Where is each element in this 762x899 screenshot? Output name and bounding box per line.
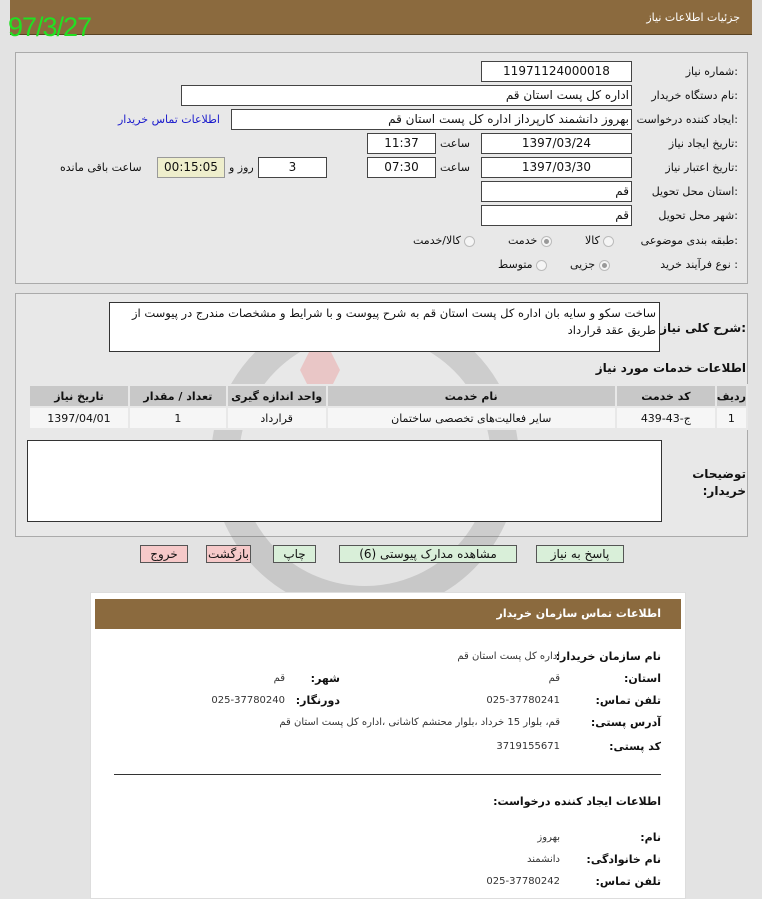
col-qty: تعداد / مقدار [129, 385, 227, 407]
cell-row: 1 [716, 407, 747, 429]
col-date: تاریخ نیاز [29, 385, 129, 407]
created-label: تاریخ ایجاد نیاز: [668, 137, 738, 150]
col-code: کد خدمت [616, 385, 716, 407]
category-label: طبقه بندی موضوعی: [640, 234, 738, 247]
family-value: دانشمند [527, 854, 560, 865]
description-label: شرح کلی نیاز: [660, 321, 746, 335]
radio-selected-icon[interactable] [541, 236, 552, 247]
days-field: 3 [258, 157, 327, 178]
city-field: قم [481, 205, 632, 226]
city-value: قم [273, 673, 285, 684]
fax-label: دورنگار: [295, 694, 340, 707]
fax-value: 025-37780240 [211, 695, 285, 706]
buyer-notes-textarea[interactable] [27, 440, 662, 522]
valid-label: تاریخ اعتبار نیاز: [665, 161, 738, 174]
province-value: قم [548, 673, 560, 684]
radio-icon[interactable] [536, 260, 547, 271]
remaining-time-field: 00:15:05 [157, 157, 225, 178]
need-number-field: 1197112400001‌8 [481, 61, 632, 82]
creator-field: بهروز دانشمند کارپرداز اداره کل پست استان قم [231, 109, 632, 130]
creator-label: ایجاد کننده درخواست: [636, 113, 738, 126]
valid-time-label: ساعت [440, 161, 470, 174]
address-label: آدرس پستی: [590, 716, 661, 729]
creator-section-title: اطلاعات ایجاد کننده درخواست: [493, 795, 661, 808]
col-name: نام خدمت [327, 385, 616, 407]
phone-label: تلفن تماس: [595, 694, 661, 707]
description-textarea[interactable]: ساخت سکو و سایه بان اداره کل پست استان قم به شرح پیوست و با شرایط و مشخصات مندرج در پیوست از طریق عقد قرارداد [109, 302, 660, 352]
city-label: شهر محل تحویل: [658, 209, 738, 222]
province-label: استان محل تحویل: [651, 185, 738, 198]
services-table [28, 384, 748, 430]
name-label: نام: [640, 831, 661, 844]
services-title: اطلاعات خدمات مورد نیاز [595, 361, 746, 375]
creator-phone-value: 025-37780242 [486, 876, 560, 887]
postal-value: 3719155671 [496, 741, 560, 752]
remaining-label: ساعت باقی مانده [60, 161, 142, 174]
table-row [29, 407, 747, 429]
divider [114, 774, 661, 775]
cell-name: سایر فعالیت‌های تخصصی ساختمان [327, 407, 616, 429]
radio-icon[interactable] [464, 236, 475, 247]
creator-phone-label: تلفن تماس: [595, 875, 661, 888]
cell-unit: قرارداد [227, 407, 327, 429]
cell-date: 1397/04/01 [29, 407, 129, 429]
contact-card-title: اطلاعات تماس سازمان خریدار [95, 599, 681, 629]
org-label: نام سازمان خریدار: [555, 650, 661, 663]
page-header [10, 0, 752, 35]
col-row: ردیف [716, 385, 747, 407]
exit-button[interactable]: خروج [140, 545, 188, 563]
buyer-org-label: نام دستگاه خریدار: [651, 89, 738, 102]
buyer-org-field: اداره کل پست استان قم [181, 85, 632, 106]
page-title: جزئیات اطلاعات نیاز [646, 11, 740, 24]
created-date-field: 1397/03/24 [481, 133, 632, 154]
category-option-both[interactable]: کالا/خدمت [413, 234, 475, 247]
days-label: روز و [229, 161, 254, 174]
province-label: استان: [624, 672, 661, 685]
print-button[interactable]: چاپ [273, 545, 316, 563]
family-label: نام خانوادگی: [586, 853, 661, 866]
created-time-label: ساعت [440, 137, 470, 150]
address-value: قم، بلوار 15 خرداد ،بلوار محتشم کاشانی ،اداره کل پست استان قم [279, 717, 560, 728]
buyer-notes-label: توضیحات خریدار: [692, 467, 746, 498]
process-label: نوع فرآیند خرید : [660, 258, 738, 271]
valid-time-field: 07:30 [367, 157, 436, 178]
category-option-service[interactable]: خدمت [508, 234, 552, 247]
org-value: اداره کل پست استان قم [457, 651, 560, 662]
process-option-medium[interactable]: متوسط [498, 258, 547, 271]
radio-icon[interactable] [603, 236, 614, 247]
col-unit: واحد اندازه گیری [227, 385, 327, 407]
postal-label: کد پستی: [609, 740, 661, 753]
phone-value: 025-37780241 [486, 695, 560, 706]
valid-date-field: 1397/03/30 [481, 157, 632, 178]
name-value: بهروز [537, 832, 560, 843]
back-button[interactable]: بازگشت [208, 547, 249, 561]
category-option-goods[interactable]: کالا [585, 234, 614, 247]
process-option-minor[interactable]: جزیی [570, 258, 610, 271]
province-field: قم [481, 181, 632, 202]
cell-code: ج-43-439 [616, 407, 716, 429]
date-stamp: 97/3/27 [8, 12, 92, 42]
city-label: شهر: [310, 672, 340, 685]
created-time-field: 11:37 [367, 133, 436, 154]
cell-qty: 1 [129, 407, 227, 429]
radio-selected-icon[interactable] [599, 260, 610, 271]
need-number-label: شماره نیاز: [685, 65, 738, 78]
view-attachments-button[interactable]: مشاهده مدارک پیوستی (6) [339, 545, 517, 563]
reply-button[interactable]: پاسخ به نیاز [536, 545, 624, 563]
buyer-contact-card [90, 592, 686, 899]
buyer-contact-link[interactable]: اطلاعات تماس خریدار [118, 113, 220, 126]
